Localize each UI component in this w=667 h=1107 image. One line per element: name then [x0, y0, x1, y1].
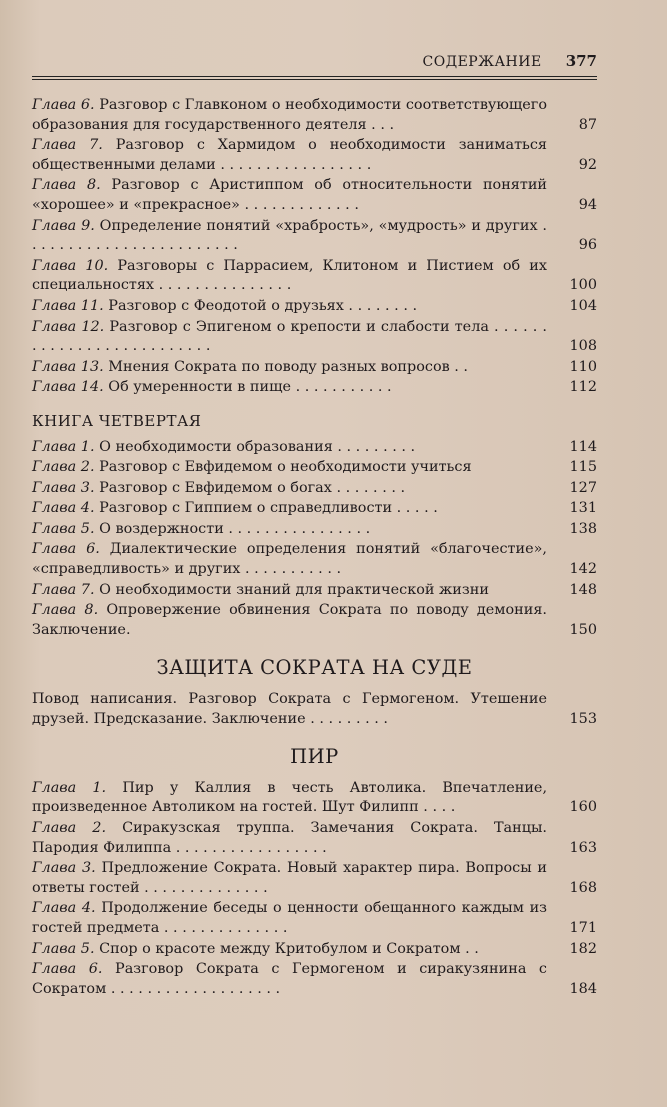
chapter-page: 168 — [569, 879, 597, 896]
toc-entry — [32, 520, 597, 540]
chapter-title: Диалектические определения понятий «благочестие», «справедливость» и других . . . . . . . . . . . — [32, 541, 548, 578]
chapter-label: Глава 4. — [32, 500, 95, 517]
page-number: 377 — [565, 52, 597, 70]
toc-entry-title — [32, 520, 547, 540]
chapter-page: 163 — [569, 839, 597, 856]
chapter-page: 142 — [569, 561, 597, 578]
toc-entry — [32, 601, 597, 640]
chapter-title: О воздержности . . . . . . . . . . . . . . . . — [99, 520, 371, 537]
toc-entry — [32, 378, 597, 398]
chapter-title: Разговор с Аристиппом об относительности понятий «хорошее» и «прекрасное» . . . . . . . . . . . . . — [32, 177, 548, 213]
toc-entry-title — [32, 899, 547, 938]
toc-entry — [32, 318, 597, 357]
chapter-title: Разговор с Феодотой о друзьях . . . . . . . . — [108, 297, 418, 314]
toc-entry-title — [32, 438, 547, 458]
toc-entry-title — [32, 940, 547, 960]
toc-entry — [32, 257, 597, 296]
chapter-title: Продолжение беседы о ценности обещанного каждым из гостей предмета . . . . . . . . . . . . . . — [32, 900, 548, 936]
chapter-label: Глава 6. — [32, 961, 103, 978]
chapter-title: Разговор с Эпигеном о крепости и слабости тела . . . . . . . . . . . . . . . . . . . . . . . . . . — [32, 318, 548, 355]
toc-entry — [32, 899, 597, 938]
toc-entry — [32, 960, 597, 999]
chapter-label: Глава 8. — [32, 177, 101, 194]
chapter-label: Глава 14. — [32, 379, 104, 396]
chapter-label: Глава 11. — [32, 297, 104, 314]
toc-entry-title — [32, 540, 547, 579]
chapter-label: Глава 10. — [32, 257, 109, 274]
chapter-title: О необходимости знаний для практической жизни — [99, 581, 489, 598]
chapter-page: 115 — [569, 459, 597, 476]
chapter-title: Разговоры с Паррасием, Клитоном и Пистием об их специальностях . . . . . . . . . . . . . . . — [32, 257, 548, 294]
toc-entry-title — [32, 779, 547, 818]
chapter-page: 87 — [578, 116, 597, 133]
toc-entry-title — [32, 479, 547, 499]
chapter-page: 184 — [569, 980, 597, 997]
chapter-label: Глава 7. — [32, 581, 95, 598]
chapter-label: Глава 7. — [32, 137, 103, 154]
chapter-title: Пир у Каллия в честь Автолика. Впечатление, произведенное Автоликом на гостей. Шут Филипп . . . . — [32, 779, 548, 816]
chapter-label: Глава 1. — [32, 438, 95, 455]
toc-entry-title — [32, 499, 547, 519]
toc-entry-title — [32, 318, 547, 357]
defense-text: Повод написания. Разговор Сократа с Гермогеном. Утешение друзей. Предсказание. Заключение . . . . . . . . . — [32, 691, 547, 727]
toc-entry-title — [32, 96, 547, 135]
symposium-heading: ПИР — [290, 745, 339, 769]
toc-entry-title — [32, 960, 547, 999]
table-of-contents — [32, 96, 597, 1000]
toc-entry — [32, 540, 597, 579]
chapter-title: Определение понятий «храбрость», «мудрость» и других . . . . . . . . . . . . . . . . . . . . . . . . — [32, 217, 548, 254]
toc-entry — [32, 297, 597, 317]
chapter-label: Глава 13. — [32, 358, 104, 375]
toc-entry — [32, 779, 597, 818]
chapter-label: Глава 2. — [32, 459, 95, 476]
chapter-page: 148 — [569, 581, 597, 598]
chapter-label: Глава 3. — [32, 479, 95, 496]
chapter-label: Глава 8. — [32, 602, 99, 619]
chapter-label: Глава 4. — [32, 900, 96, 917]
toc-entry-title — [32, 378, 547, 398]
chapter-page: 160 — [569, 799, 597, 816]
toc-entry — [32, 438, 597, 458]
chapter-label: Глава 9. — [32, 217, 95, 234]
chapter-page: 131 — [569, 500, 597, 517]
toc-entry — [32, 358, 597, 378]
chapter-label: Глава 12. — [32, 318, 105, 335]
toc-entry — [32, 136, 597, 175]
chapter-title: Сиракузская труппа. Замечания Сократа. Танцы. Пародия Филиппа . . . . . . . . . . . . . . . . . — [32, 820, 548, 856]
defense-heading: ЗАЩИТА СОКРАТА НА СУДЕ — [156, 656, 473, 680]
toc-entry-title — [32, 297, 547, 317]
toc-entry-title — [32, 257, 547, 296]
toc-entry — [32, 859, 597, 898]
chapter-title: Спор о красоте между Критобулом и Сократом . . — [99, 940, 479, 957]
book4-heading: КНИГА ЧЕТВЕРТАЯ — [32, 411, 202, 430]
toc-entry — [32, 96, 597, 135]
chapter-title: Предложение Сократа. Новый характер пира. Вопросы и ответы гостей . . . . . . . . . . . . . . — [32, 860, 548, 896]
toc-entry — [32, 458, 597, 478]
chapter-page: 127 — [569, 479, 597, 496]
chapter-title: Разговор с Хармидом о необходимости заниматься общественными делами . . . . . . . . . . . . . . . . . — [32, 137, 548, 173]
chapter-page: 108 — [569, 338, 597, 355]
chapter-title: Разговор Сократа с Гермогеном и сиракузянина с Сократом . . . . . . . . . . . . . . . . . . . — [32, 961, 547, 997]
defense-page: 153 — [569, 710, 597, 727]
chapter-label: Глава 6. — [32, 541, 100, 558]
chapter-page: 104 — [569, 297, 597, 314]
chapter-page: 110 — [569, 358, 597, 375]
toc-entry — [32, 217, 597, 256]
toc-entry — [32, 499, 597, 519]
chapter-label: Глава 1. — [32, 779, 107, 796]
chapter-label: Глава 5. — [32, 940, 95, 957]
toc-entry-title — [32, 136, 547, 175]
chapter-page: 182 — [569, 940, 597, 957]
header-rule — [32, 76, 597, 80]
page-header — [32, 52, 597, 74]
running-head: СОДЕРЖАНИЕ — [422, 54, 542, 70]
toc-entry-title — [32, 581, 547, 601]
chapter-label: Глава 6. — [32, 97, 95, 113]
toc-entry-title — [32, 458, 547, 478]
toc-entry-title — [32, 859, 547, 898]
toc-entry — [32, 819, 597, 858]
toc-entry-title — [32, 358, 547, 378]
chapter-page: 171 — [569, 919, 597, 936]
chapter-title: Разговор с Главконом о необходимости соответствующего образования для государственного деятеля . . . — [32, 97, 548, 133]
toc-entry-title — [32, 819, 547, 858]
chapter-page: 96 — [578, 237, 597, 254]
toc-entry — [32, 176, 597, 215]
chapter-title: О необходимости образования . . . . . . . . . — [99, 438, 416, 455]
toc-entry-title — [32, 601, 547, 640]
chapter-page: 100 — [569, 277, 597, 294]
toc-entry-title — [32, 176, 547, 215]
chapter-label: Глава 5. — [32, 520, 95, 537]
toc-entry — [32, 581, 597, 601]
defense-entry — [32, 690, 597, 729]
toc-entry — [32, 940, 597, 960]
chapter-title: Мнения Сократа по поводу разных вопросов . . — [108, 358, 469, 375]
toc-entry — [32, 479, 597, 499]
chapter-page: 94 — [578, 196, 597, 213]
chapter-page: 112 — [569, 379, 597, 396]
chapter-page: 150 — [569, 621, 597, 638]
chapter-title: Опровержение обвинения Сократа по поводу демония. Заключение. — [32, 602, 547, 638]
chapter-title: Разговор с Евфидемом о необходимости учиться — [99, 459, 472, 476]
chapter-page: 138 — [569, 520, 597, 537]
chapter-title: Разговор с Гиппием о справедливости . . . . . — [99, 500, 438, 517]
chapter-title: Об умеренности в пище . . . . . . . . . . . — [108, 379, 392, 396]
chapter-title: Разговор с Евфидемом о богах . . . . . . . . — [99, 479, 406, 496]
chapter-page: 92 — [578, 156, 597, 173]
toc-entry-title — [32, 217, 547, 256]
chapter-label: Глава 2. — [32, 820, 107, 836]
chapter-label: Глава 3. — [32, 860, 96, 877]
chapter-page: 114 — [569, 438, 597, 455]
